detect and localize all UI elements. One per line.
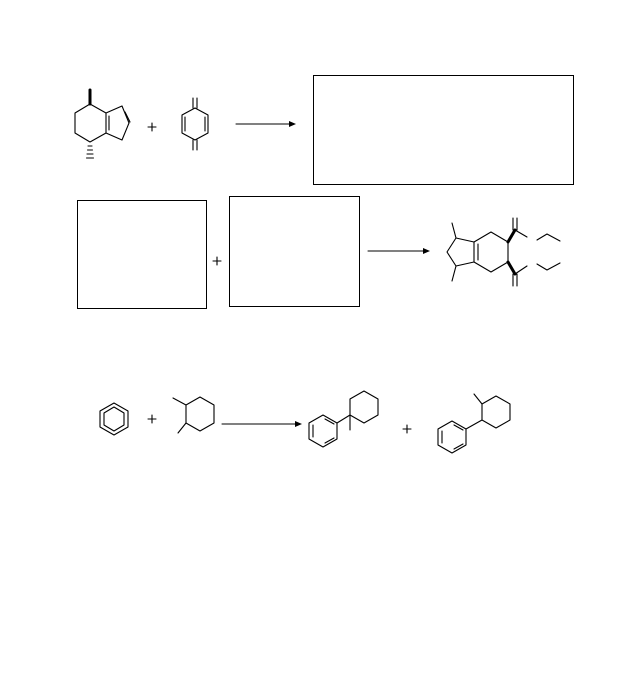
q2-product-1-structure <box>309 391 378 447</box>
part-a-hash-bond <box>87 146 94 158</box>
q2-benzene-structure <box>100 403 128 435</box>
part-a-diene-structure <box>75 90 130 142</box>
q2-product-2-structure <box>438 394 510 453</box>
part-a-dienophile-structure <box>182 98 208 150</box>
part-b-product-structure <box>447 218 560 286</box>
q2-reactant-structure <box>173 397 214 433</box>
